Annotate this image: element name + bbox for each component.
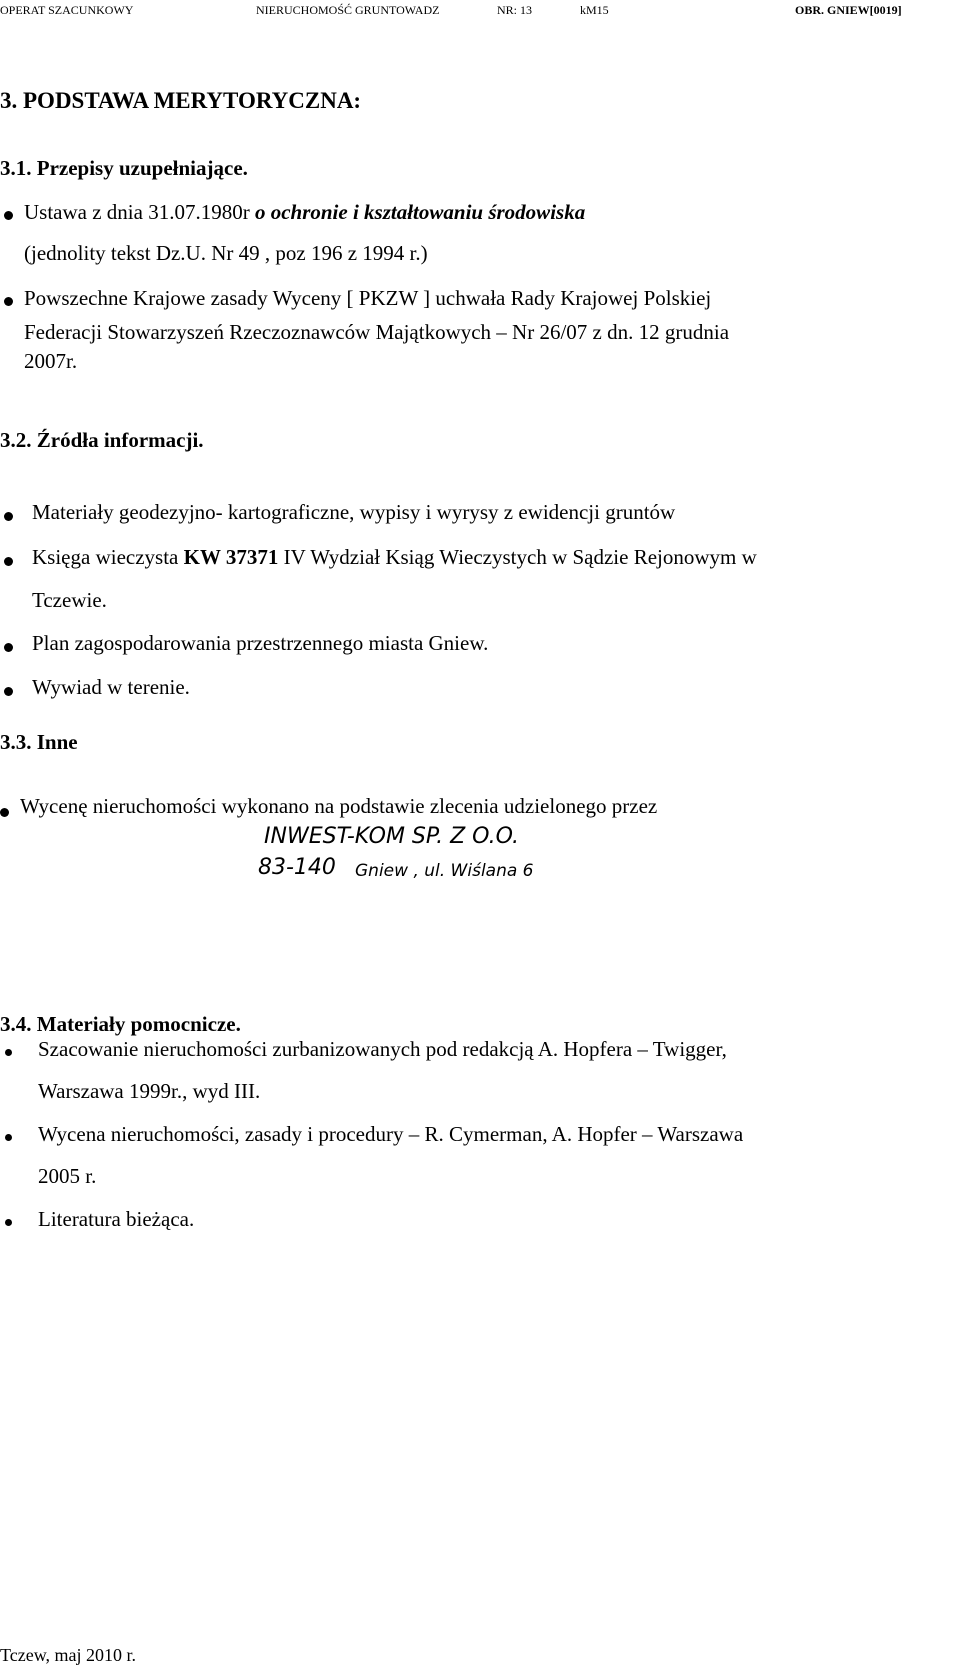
list-item: Szacowanie nieruchomości zurbanizowanych pod redakcją A. Hopfera – Twigger, — [38, 1037, 727, 1061]
bullet-icon — [4, 557, 13, 566]
list-item-continuation: 2007r. — [24, 349, 78, 373]
bullet-icon — [4, 687, 13, 696]
list-item: Wycena nieruchomości, zasady i procedury – R. Cymerman, A. Hopfer – Warszawa — [38, 1122, 744, 1146]
bullet-icon — [4, 211, 13, 220]
subsection-3-2-title: 3.2. Źródła informacji. — [0, 428, 204, 452]
list-item: Wywiad w terenie. — [32, 675, 190, 699]
bullet-icon — [5, 1049, 12, 1056]
list-item-continuation: Federacji Stowarzyszeń Rzeczoznawców Majątkowych – Nr 26/07 z dn. 12 grudnia — [24, 320, 730, 344]
bullet-icon — [5, 1219, 12, 1226]
list-item: Ustawa z dnia 31.07.1980r o ochronie i kształtowaniu środowiska — [24, 200, 586, 224]
header-doc-type: OPERAT SZACUNKOWY — [0, 3, 134, 17]
list-item: Plan zagospodarowania przestrzennego miasta Gniew. — [32, 631, 489, 655]
header-area: OBR. GNIEW[0019] — [795, 3, 902, 17]
bullet-icon — [4, 643, 13, 652]
bullet-icon — [4, 512, 13, 521]
list-item: Wycenę nieruchomości wykonano na podstawie zlecenia udzielonego przez — [20, 794, 658, 818]
company-name: INWEST-KOM SP. Z O.O. — [264, 824, 520, 849]
company-address: Gniew , ul. Wiślana 6 — [355, 861, 534, 881]
header-number: NR: 13 — [497, 3, 533, 17]
page-header — [0, 3, 940, 23]
header-km: kM15 — [580, 3, 609, 17]
list-item: Materiały geodezyjno- kartograficzne, wypisy i wyrysy z ewidencji gruntów — [32, 500, 676, 524]
subsection-3-3-title: 3.3. Inne — [0, 730, 78, 754]
section-title: 3. PODSTAWA MERYTORYCZNA: — [0, 88, 362, 113]
subsection-3-4-title: 3.4. Materiały pomocnicze. — [0, 1012, 241, 1036]
bullet-icon — [0, 808, 9, 817]
footer-place-date: Tczew, maj 2010 r. — [0, 1645, 137, 1665]
list-item-continuation: 2005 r. — [38, 1164, 97, 1188]
list-item: Powszechne Krajowe zasady Wyceny [ PKZW ] uchwała Rady Krajowej Polskiej — [24, 286, 712, 310]
list-item: Literatura bieżąca. — [38, 1207, 195, 1231]
list-item-continuation: Warszawa 1999r., wyd III. — [38, 1079, 261, 1103]
header-property: NIERUCHOMOŚĆ GRUNTOWADZ — [256, 3, 440, 17]
list-item-continuation: (jednolity tekst Dz.U. Nr 49 , poz 196 z 1994 r.) — [24, 241, 428, 265]
list-item-continuation: Tczewie. — [32, 588, 107, 612]
list-item: Księga wieczysta KW 37371 IV Wydział Ksiąg Wieczystych w Sądzie Rejonowym w — [32, 545, 757, 569]
subsection-3-1-title: 3.1. Przepisy uzupełniające. — [0, 156, 248, 180]
company-postcode: 83-140 — [258, 855, 336, 880]
bullet-icon — [4, 297, 13, 306]
bullet-icon — [5, 1134, 12, 1141]
